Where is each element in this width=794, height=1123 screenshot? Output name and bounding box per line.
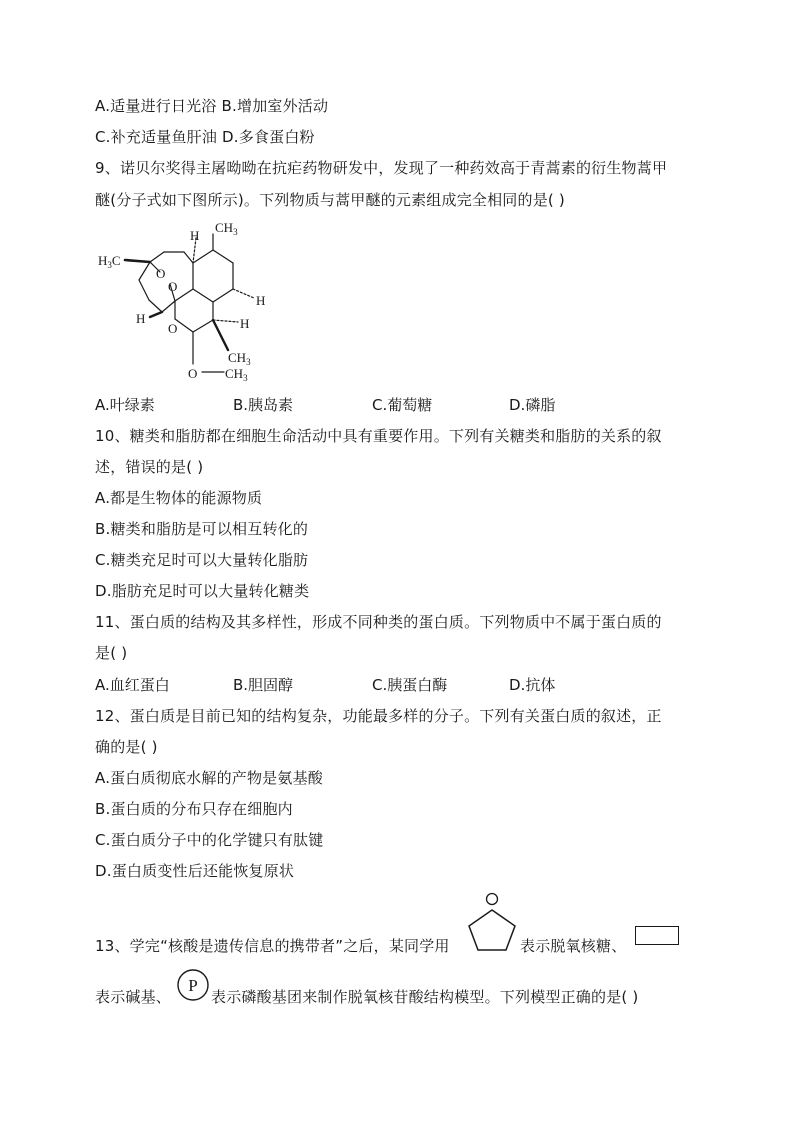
label-h-top: H bbox=[190, 228, 200, 243]
q12-option-c: C.蛋白质分子中的化学键只有肽键 bbox=[95, 831, 324, 849]
q10-option-c: C.糖类充足时可以大量转化脂肪 bbox=[95, 551, 309, 569]
label-o-upper: O bbox=[156, 266, 166, 281]
q11-option-b: B.胆固醇 bbox=[233, 676, 294, 694]
q13-stem-part3: 表示碱基、 bbox=[95, 988, 172, 1006]
q13-stem-part1: 13、学完“核酸是遗传信息的携带者”之后，某同学用 bbox=[95, 937, 450, 955]
label-ch3-right: $CH_3$ bbox=[228, 350, 251, 367]
q8-options-ab: A.适量进行日光浴 B.增加室外活动 bbox=[95, 97, 329, 115]
q9-stem-line1: 9、诺贝尔奖得主屠呦呦在抗疟药物研发中，发现了一种药效高于青蒿素的衍生物蒿甲 bbox=[95, 159, 668, 177]
label-h-left: H bbox=[136, 311, 146, 326]
label-o-lower: O bbox=[168, 279, 178, 294]
q13-stem-part4: 表示磷酸基团来制作脱氧核苷酸结构模型。下列模型正确的是( ) bbox=[211, 988, 639, 1006]
q9-stem-line2: 醚(分子式如下图所示)。下列物质与蒿甲醚的元素组成完全相同的是( ) bbox=[95, 191, 565, 209]
q12-option-d: D.蛋白质变性后还能恢复原状 bbox=[95, 862, 295, 880]
q12-stem-line1: 12、蛋白质是目前已知的结构复杂，功能最多样的分子。下列有关蛋白质的叙述，正 bbox=[95, 707, 662, 725]
q11-stem-line1: 11、蛋白质的结构及其多样性，形成不同种类的蛋白质。下列物质中不属于蛋白质的 bbox=[95, 613, 662, 631]
artemether-structure-diagram bbox=[92, 216, 282, 386]
q10-option-a: A.都是生物体的能源物质 bbox=[95, 489, 263, 507]
label-o-ring: O bbox=[168, 321, 178, 336]
phosphate-circle-icon bbox=[176, 968, 210, 1002]
q10-option-b: B.糖类和脂肪是可以相互转化的 bbox=[95, 520, 309, 538]
q8-options-cd: C.补充适量鱼肝油 D.多食蛋白粉 bbox=[95, 128, 315, 146]
base-rectangle-icon bbox=[635, 926, 679, 945]
q12-option-a: A.蛋白质彻底水解的产物是氨基酸 bbox=[95, 769, 323, 787]
label-h-right: H bbox=[256, 293, 266, 308]
label-o-methoxy: O bbox=[188, 366, 198, 381]
q11-option-d: D.抗体 bbox=[509, 676, 556, 694]
q10-option-d: D.脂肪充足时可以大量转化糖类 bbox=[95, 582, 310, 600]
label-ch3-top: $CH_3$ bbox=[215, 220, 238, 237]
q9-option-c: C.葡萄糖 bbox=[372, 396, 433, 414]
label-h-right2: H bbox=[240, 316, 250, 331]
q10-stem-line1: 10、糖类和脂肪都在细胞生命活动中具有重要作用。下列有关糖类和脂肪的关系的叙 bbox=[95, 427, 662, 445]
phosphate-symbol: P bbox=[188, 976, 198, 995]
q12-option-b: B.蛋白质的分布只存在细胞内 bbox=[95, 800, 293, 818]
deoxyribose-pentagon-icon bbox=[463, 890, 521, 954]
q11-option-a: A.血红蛋白 bbox=[95, 676, 170, 694]
q10-stem-line2: 述，错误的是( ) bbox=[95, 458, 204, 476]
label-ch3-methoxy: $CH_3$ bbox=[225, 366, 248, 383]
q11-option-c: C.胰蛋白酶 bbox=[372, 676, 448, 694]
q9-option-a: A.叶绿素 bbox=[95, 396, 155, 414]
q11-stem-line2: 是( ) bbox=[95, 644, 128, 662]
q13-stem-part2: 表示脱氧核糖、 bbox=[520, 937, 627, 955]
q12-stem-line2: 确的是( ) bbox=[95, 738, 158, 756]
q9-option-b: B.胰岛素 bbox=[233, 396, 294, 414]
q9-option-d: D.磷脂 bbox=[509, 396, 556, 414]
label-h3c-left: $H_3C$ bbox=[98, 253, 121, 270]
